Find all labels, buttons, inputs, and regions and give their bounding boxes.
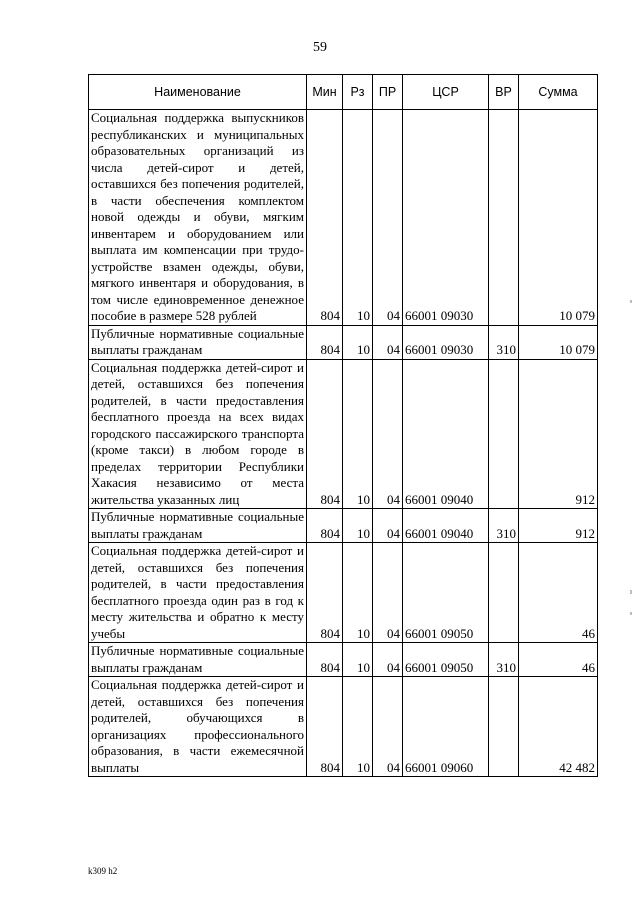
header-name: Наименование (89, 75, 307, 110)
row-vr: 310 (489, 643, 519, 677)
row-min: 804 (307, 359, 343, 509)
budget-table (88, 74, 598, 777)
row-name: Социальная поддержка детей-сирот и детей, оставшихся без попечения родителей, обучающихся в организациях профессионального образования, в части ежемесячной выплаты (89, 677, 307, 777)
scan-edge-mark (630, 590, 632, 594)
row-rz: 10 (343, 110, 373, 326)
header-csr: ЦСР (403, 75, 489, 110)
header-rz: Рз (343, 75, 373, 110)
row-name: Публичные нормативные социальные выплаты гражданам (89, 643, 307, 677)
row-rz: 10 (343, 359, 373, 509)
row-min: 804 (307, 677, 343, 777)
row-vr (489, 543, 519, 643)
table-row (89, 325, 598, 359)
row-name: Социальная поддержка детей-сирот и детей, оставшихся без попечения родителей, в части предоставления бесплатного проезда на всех видах городского пассажирского транспорта (кроме такси) в любом городе в пределах территории Республики Хакасия независимо от места жительства указанных лиц (89, 359, 307, 509)
header-sum: Сумма (519, 75, 598, 110)
scan-edge-mark (630, 612, 632, 615)
row-rz: 10 (343, 643, 373, 677)
header-pr: ПР (373, 75, 403, 110)
row-name: Публичные нормативные социальные выплаты гражданам (89, 509, 307, 543)
row-min: 804 (307, 643, 343, 677)
row-pr: 04 (373, 509, 403, 543)
row-sum: 42 482 (519, 677, 598, 777)
table-row (89, 359, 598, 509)
row-pr: 04 (373, 543, 403, 643)
row-csr: 66001 09040 (403, 509, 489, 543)
header-vr: ВР (489, 75, 519, 110)
row-vr: 310 (489, 509, 519, 543)
row-csr: 66001 09030 (403, 325, 489, 359)
table-row (89, 677, 598, 777)
header-min: Мин (307, 75, 343, 110)
row-pr: 04 (373, 110, 403, 326)
row-pr: 04 (373, 643, 403, 677)
row-csr: 66001 09060 (403, 677, 489, 777)
row-csr: 66001 09030 (403, 110, 489, 326)
row-sum: 912 (519, 359, 598, 509)
row-sum: 46 (519, 643, 598, 677)
row-pr: 04 (373, 677, 403, 777)
scan-edge-mark (630, 300, 632, 303)
row-min: 804 (307, 509, 343, 543)
row-vr (489, 677, 519, 777)
table-header-row (89, 75, 598, 110)
row-sum: 912 (519, 509, 598, 543)
row-pr: 04 (373, 325, 403, 359)
row-pr: 04 (373, 359, 403, 509)
table-row (89, 110, 598, 326)
row-sum: 10 079 (519, 325, 598, 359)
row-name: Публичные нормативные социальные выплаты гражданам (89, 325, 307, 359)
row-vr (489, 110, 519, 326)
table-row (89, 509, 598, 543)
table-row (89, 543, 598, 643)
table-row (89, 643, 598, 677)
row-vr (489, 359, 519, 509)
row-csr: 66001 09050 (403, 543, 489, 643)
row-min: 804 (307, 543, 343, 643)
row-vr: 310 (489, 325, 519, 359)
row-csr: 66001 09050 (403, 643, 489, 677)
row-sum: 10 079 (519, 110, 598, 326)
row-sum: 46 (519, 543, 598, 643)
row-rz: 10 (343, 543, 373, 643)
row-rz: 10 (343, 509, 373, 543)
row-csr: 66001 09040 (403, 359, 489, 509)
row-min: 804 (307, 325, 343, 359)
document-code: k309 h2 (88, 866, 118, 876)
row-rz: 10 (343, 325, 373, 359)
row-min: 804 (307, 110, 343, 326)
row-name: Социальная поддержка детей-сирот и детей, оставшихся без попечения родителей, в части предоставления бесплатного проезда один раз в год к месту жительства и обратно к месту учебы (89, 543, 307, 643)
page-number: 59 (313, 40, 327, 55)
row-name: Социальная поддержка выпускников республиканских и муниципальных образовательных организаций из числа детей-сирот и детей, оставшихся без попечения родителей, в части обеспечения комплектом новой одежды и обуви, мягким инвентарем и оборудованием или выплата им компенсации при трудоустройстве взамен одежды, обуви, мягкого инвентаря и оборудования, в том числе единовременное денежное пособие в размере 528 рублей (89, 110, 307, 326)
row-rz: 10 (343, 677, 373, 777)
